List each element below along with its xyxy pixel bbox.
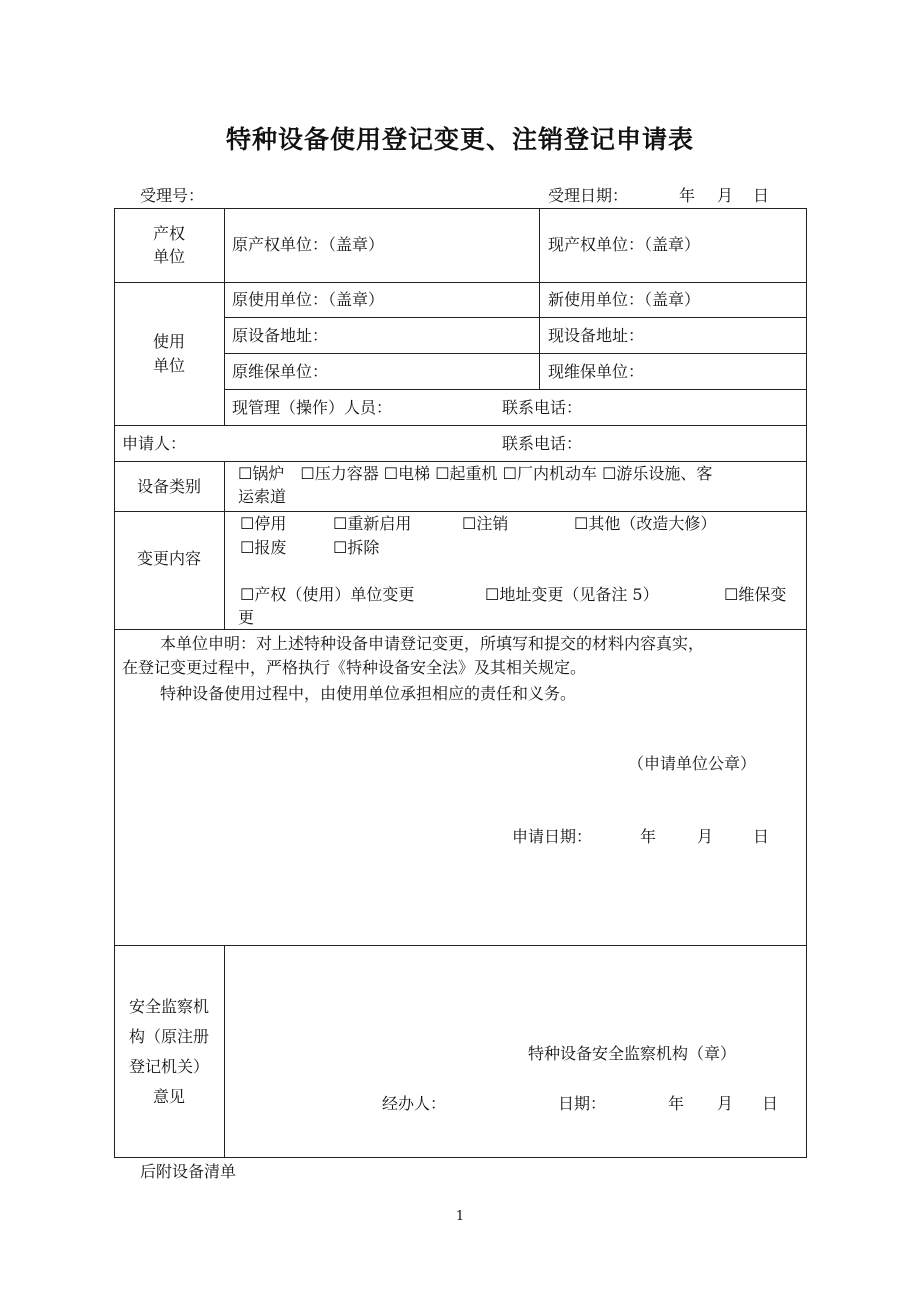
supervision-label-line4: 意见 <box>152 1087 185 1106</box>
applicant-seal-label: （申请单位公章） <box>628 754 757 773</box>
page-title: 特种设备使用登记变更、注销登记申请表 <box>225 125 694 154</box>
usage-label-line1: 使用 <box>152 332 185 351</box>
manager-field[interactable]: 现管理（操作）人员： <box>232 398 393 417</box>
option-owner-change[interactable]: ☐产权（使用）单位变更 <box>240 585 415 604</box>
acceptance-month: 月 <box>717 186 734 205</box>
supervision-label-line3: 登记机关） <box>128 1057 209 1076</box>
acceptance-year: 年 <box>679 186 696 205</box>
option-scrap[interactable]: ☐报废 <box>240 538 287 557</box>
option-dismantle[interactable]: ☐拆除 <box>333 538 380 557</box>
ownership-label-line2: 单位 <box>152 247 185 266</box>
option-restart[interactable]: ☐重新启用 <box>333 514 412 533</box>
new-user-field[interactable]: 新使用单位：（盖章） <box>548 290 701 309</box>
applicant-field[interactable]: 申请人： <box>122 434 187 453</box>
page-number: 1 <box>455 1209 465 1224</box>
application-date-label: 申请日期： <box>512 827 593 846</box>
original-owner-field[interactable]: 原产权单位：（盖章） <box>232 235 385 254</box>
declaration-line1: 本单位申明：对上述特种设备申请登记变更，所填写和提交的材料内容真实， <box>160 634 705 653</box>
manager-phone-field[interactable]: 联系电话： <box>502 398 583 417</box>
supervision-month: 月 <box>717 1094 734 1113</box>
option-maintenance-change-cont: 更 <box>238 608 255 627</box>
application-month: 月 <box>697 827 714 846</box>
supervision-year: 年 <box>668 1094 685 1113</box>
current-owner-field[interactable]: 现产权单位：（盖章） <box>548 235 701 254</box>
footer-note: 后附设备清单 <box>140 1162 237 1181</box>
current-address-field[interactable]: 现设备地址： <box>548 326 645 345</box>
equipment-category-label: 设备类别 <box>136 477 201 496</box>
usage-label-line2: 单位 <box>152 356 185 375</box>
current-maintenance-field[interactable]: 现维保单位： <box>548 362 645 381</box>
acceptance-day: 日 <box>753 186 770 205</box>
option-suspend[interactable]: ☐停用 <box>240 514 287 533</box>
acceptance-no-label: 受理号： <box>140 186 205 205</box>
acceptance-date-label: 受理日期： <box>548 186 629 205</box>
supervision-label-line1: 安全监察机 <box>128 997 209 1016</box>
supervision-day: 日 <box>762 1094 779 1113</box>
original-maintenance-field[interactable]: 原维保单位： <box>232 362 329 381</box>
option-other[interactable]: ☐其他（改造大修） <box>574 514 717 533</box>
change-content-label: 变更内容 <box>136 549 201 568</box>
original-address-field[interactable]: 原设备地址： <box>232 326 329 345</box>
application-year: 年 <box>640 827 657 846</box>
equipment-category-options[interactable]: ☐锅炉 ☐压力容器 ☐电梯 ☐起重机 ☐厂内机动车 ☐游乐设施、客 <box>238 464 713 483</box>
ownership-label-line1: 产权 <box>152 224 185 243</box>
supervision-label-line2: 构（原注册 <box>128 1027 209 1046</box>
supervision-date-label: 日期： <box>558 1094 607 1113</box>
option-address-change[interactable]: ☐地址变更（见备注 5） <box>485 585 659 604</box>
declaration-line3: 特种设备使用过程中，由使用单位承担相应的责任和义务。 <box>160 684 577 703</box>
applicant-phone-field[interactable]: 联系电话： <box>502 434 583 453</box>
application-day: 日 <box>753 827 770 846</box>
handler-field[interactable]: 经办人： <box>382 1094 447 1113</box>
declaration-line2: 在登记变更过程中，严格执行《特种设备安全法》及其相关规定。 <box>122 658 587 677</box>
equipment-category-options-cont: 运索道 <box>238 487 287 506</box>
original-user-field[interactable]: 原使用单位：（盖章） <box>232 290 385 309</box>
supervision-seal-label: 特种设备安全监察机构（章） <box>528 1044 737 1063</box>
option-maintenance-change[interactable]: ☐维保变 <box>724 585 787 604</box>
option-cancel[interactable]: ☐注销 <box>462 514 509 533</box>
